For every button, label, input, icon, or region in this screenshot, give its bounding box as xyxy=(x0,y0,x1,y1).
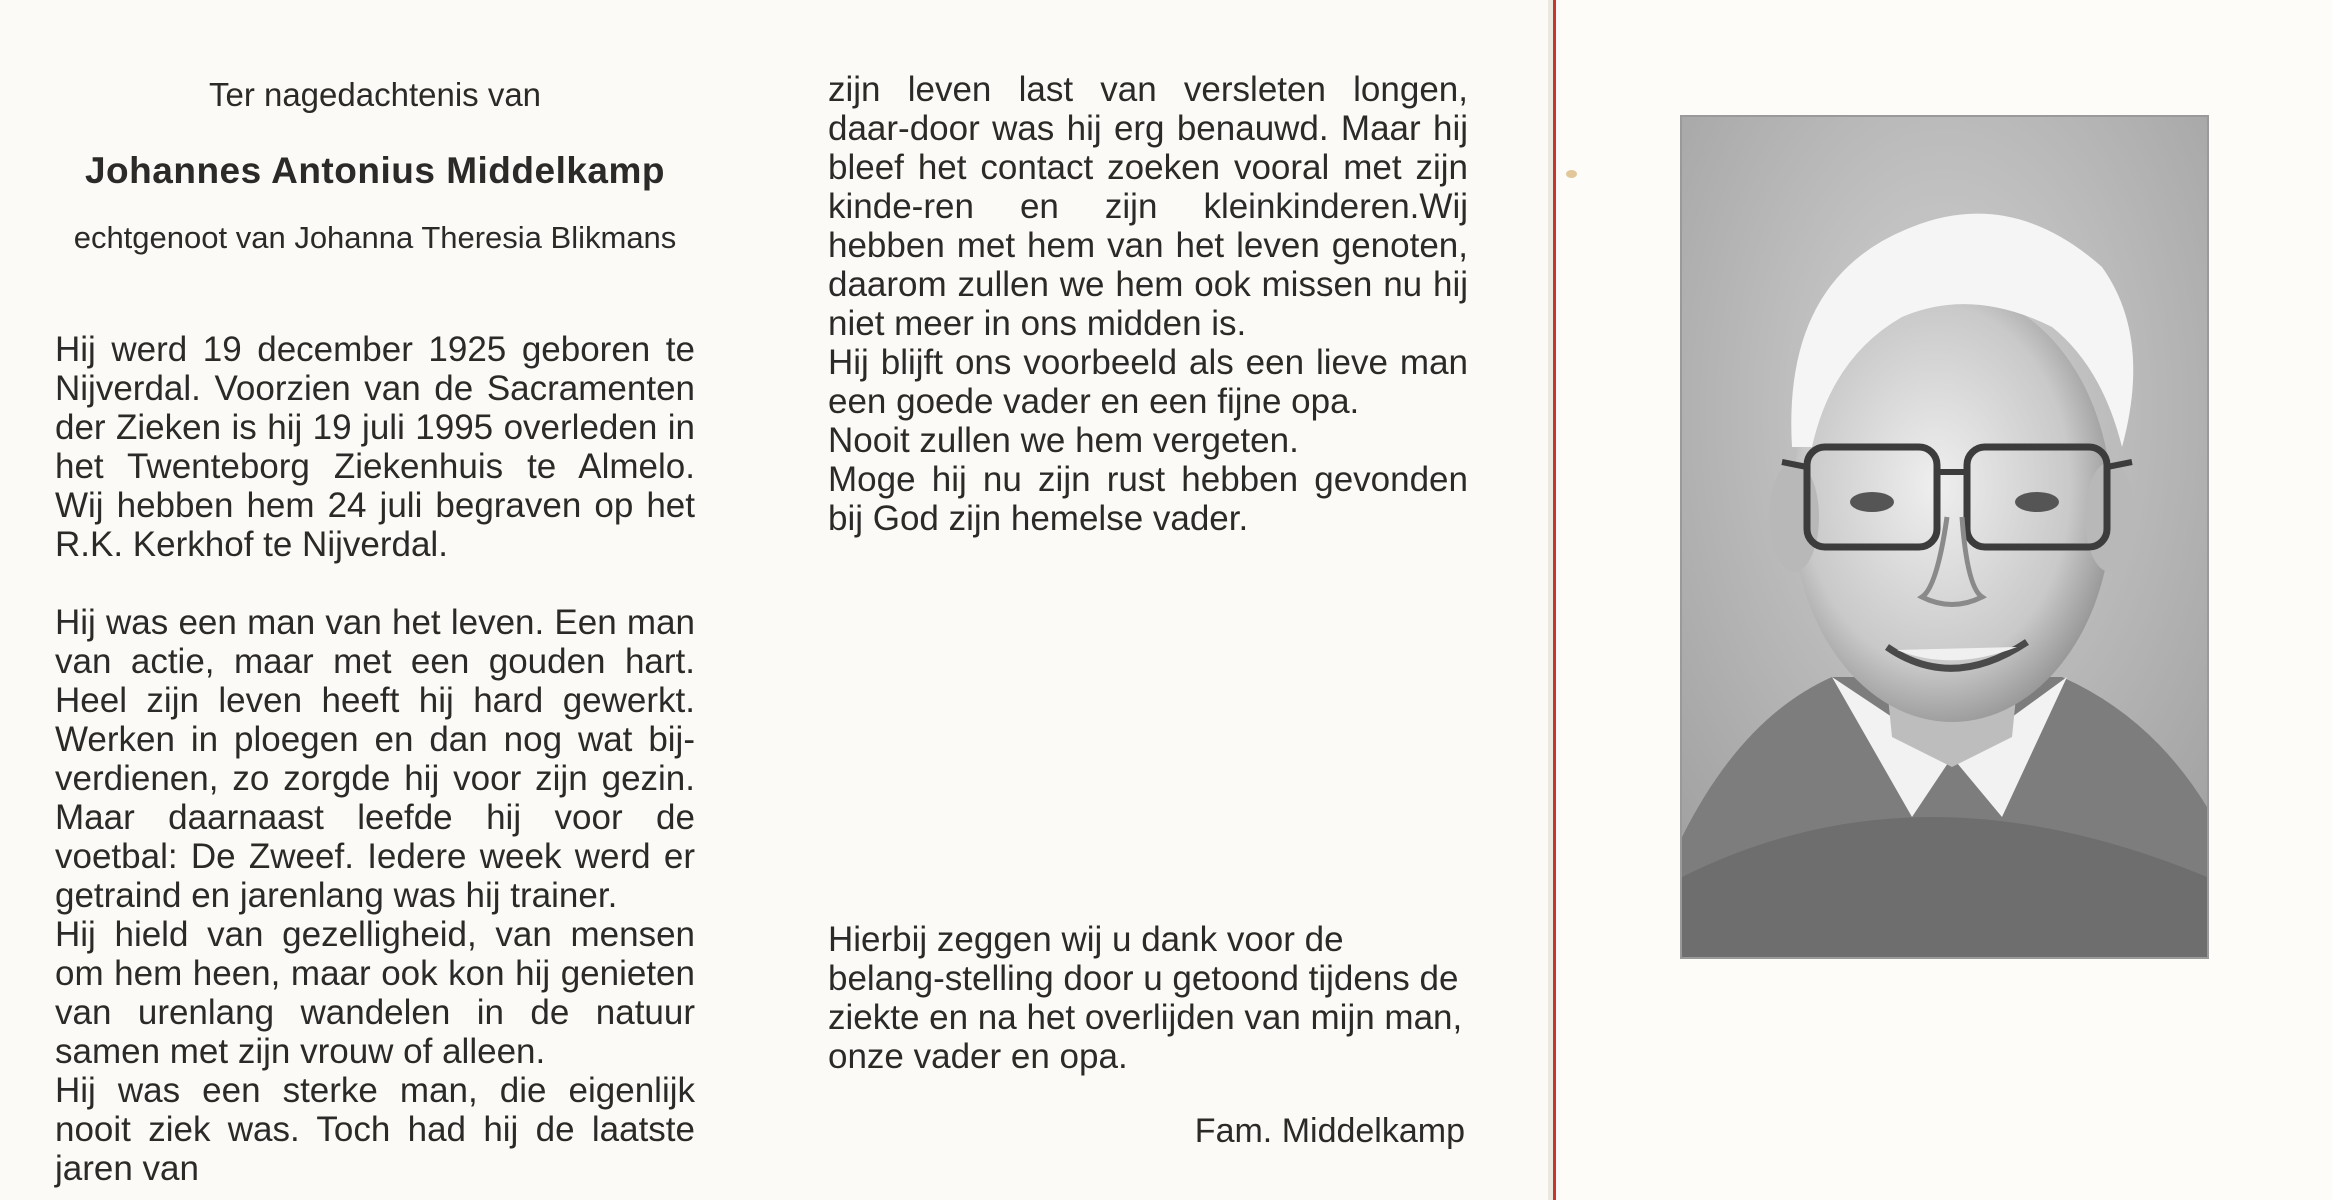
family-paragraph: zijn leven last van versleten longen, daar-door was hij erg benauwd. Maar hij bleef het contact zoeken vooral met zijn kinde-ren en zijn kleinkinderen.Wij hebben met hem van het leven genoten, daarom zullen we hem ook missen nu hij niet meer in ons midden is. xyxy=(828,70,1468,343)
example-paragraph: Hij blijft ons voorbeeld als een lieve man een goede vader en een fijne opa. xyxy=(828,343,1468,421)
middle-text-column xyxy=(828,70,1468,538)
hobbies-paragraph: Hij hield van gezelligheid, van mensen om hem heen, maar ook kon hij genieten van urenlang wandelen in de natuur samen met zijn vrouw of alleen. xyxy=(55,915,695,1071)
biography-paragraph: Hij werd 19 december 1925 geboren te Nijverdal. Voorzien van de Sacramenten der Zieken is hij 19 juli 1995 overleden in het Twenteborg Ziekenhuis te Almelo. Wij hebben hem 24 juli begraven op het R.K. Kerkhof te Nijverdal. xyxy=(55,330,695,564)
left-text-column xyxy=(55,330,695,1188)
paper-spot xyxy=(1566,170,1577,178)
health-paragraph: Hij was een sterke man, die eigenlijk nooit ziek was. Toch had hij de laatste jaren van xyxy=(55,1071,695,1188)
thanks-paragraph: Hierbij zeggen wij u dank voor de belang-stelling door u getoond tijdens de ziekte en na het overlijden van mijn man, onze vader en opa. xyxy=(828,920,1463,1076)
portrait-photo xyxy=(1680,115,2209,959)
deceased-name: Johannes Antonius Middelkamp xyxy=(84,150,666,191)
card-fold-line xyxy=(1553,0,1556,1200)
spouse-line: echtgenoot van Johanna Theresia Blikmans xyxy=(73,220,677,255)
family-signature: Fam. Middelkamp xyxy=(1194,1112,1465,1150)
remembrance-line: Nooit zullen we hem vergeten. xyxy=(828,421,1299,460)
portrait-image xyxy=(1682,117,2207,957)
memorial-intro: Ter nagedachtenis van xyxy=(208,76,542,113)
prayer-paragraph: Moge hij nu zijn rust hebben gevonden bij God zijn hemelse vader. xyxy=(828,460,1468,538)
character-paragraph: Hij was een man van het leven. Een man van actie, maar met een gouden hart. Heel zijn leven heeft hij hard gewerkt. Werken in ploegen en dan nog wat bij-verdienen, zo zorgde hij voor zijn gezin. Maar daarnaast leefde hij voor de voetbal: De Zweef. Iedere week werd er getraind en jarenlang was hij trainer. xyxy=(55,603,695,915)
